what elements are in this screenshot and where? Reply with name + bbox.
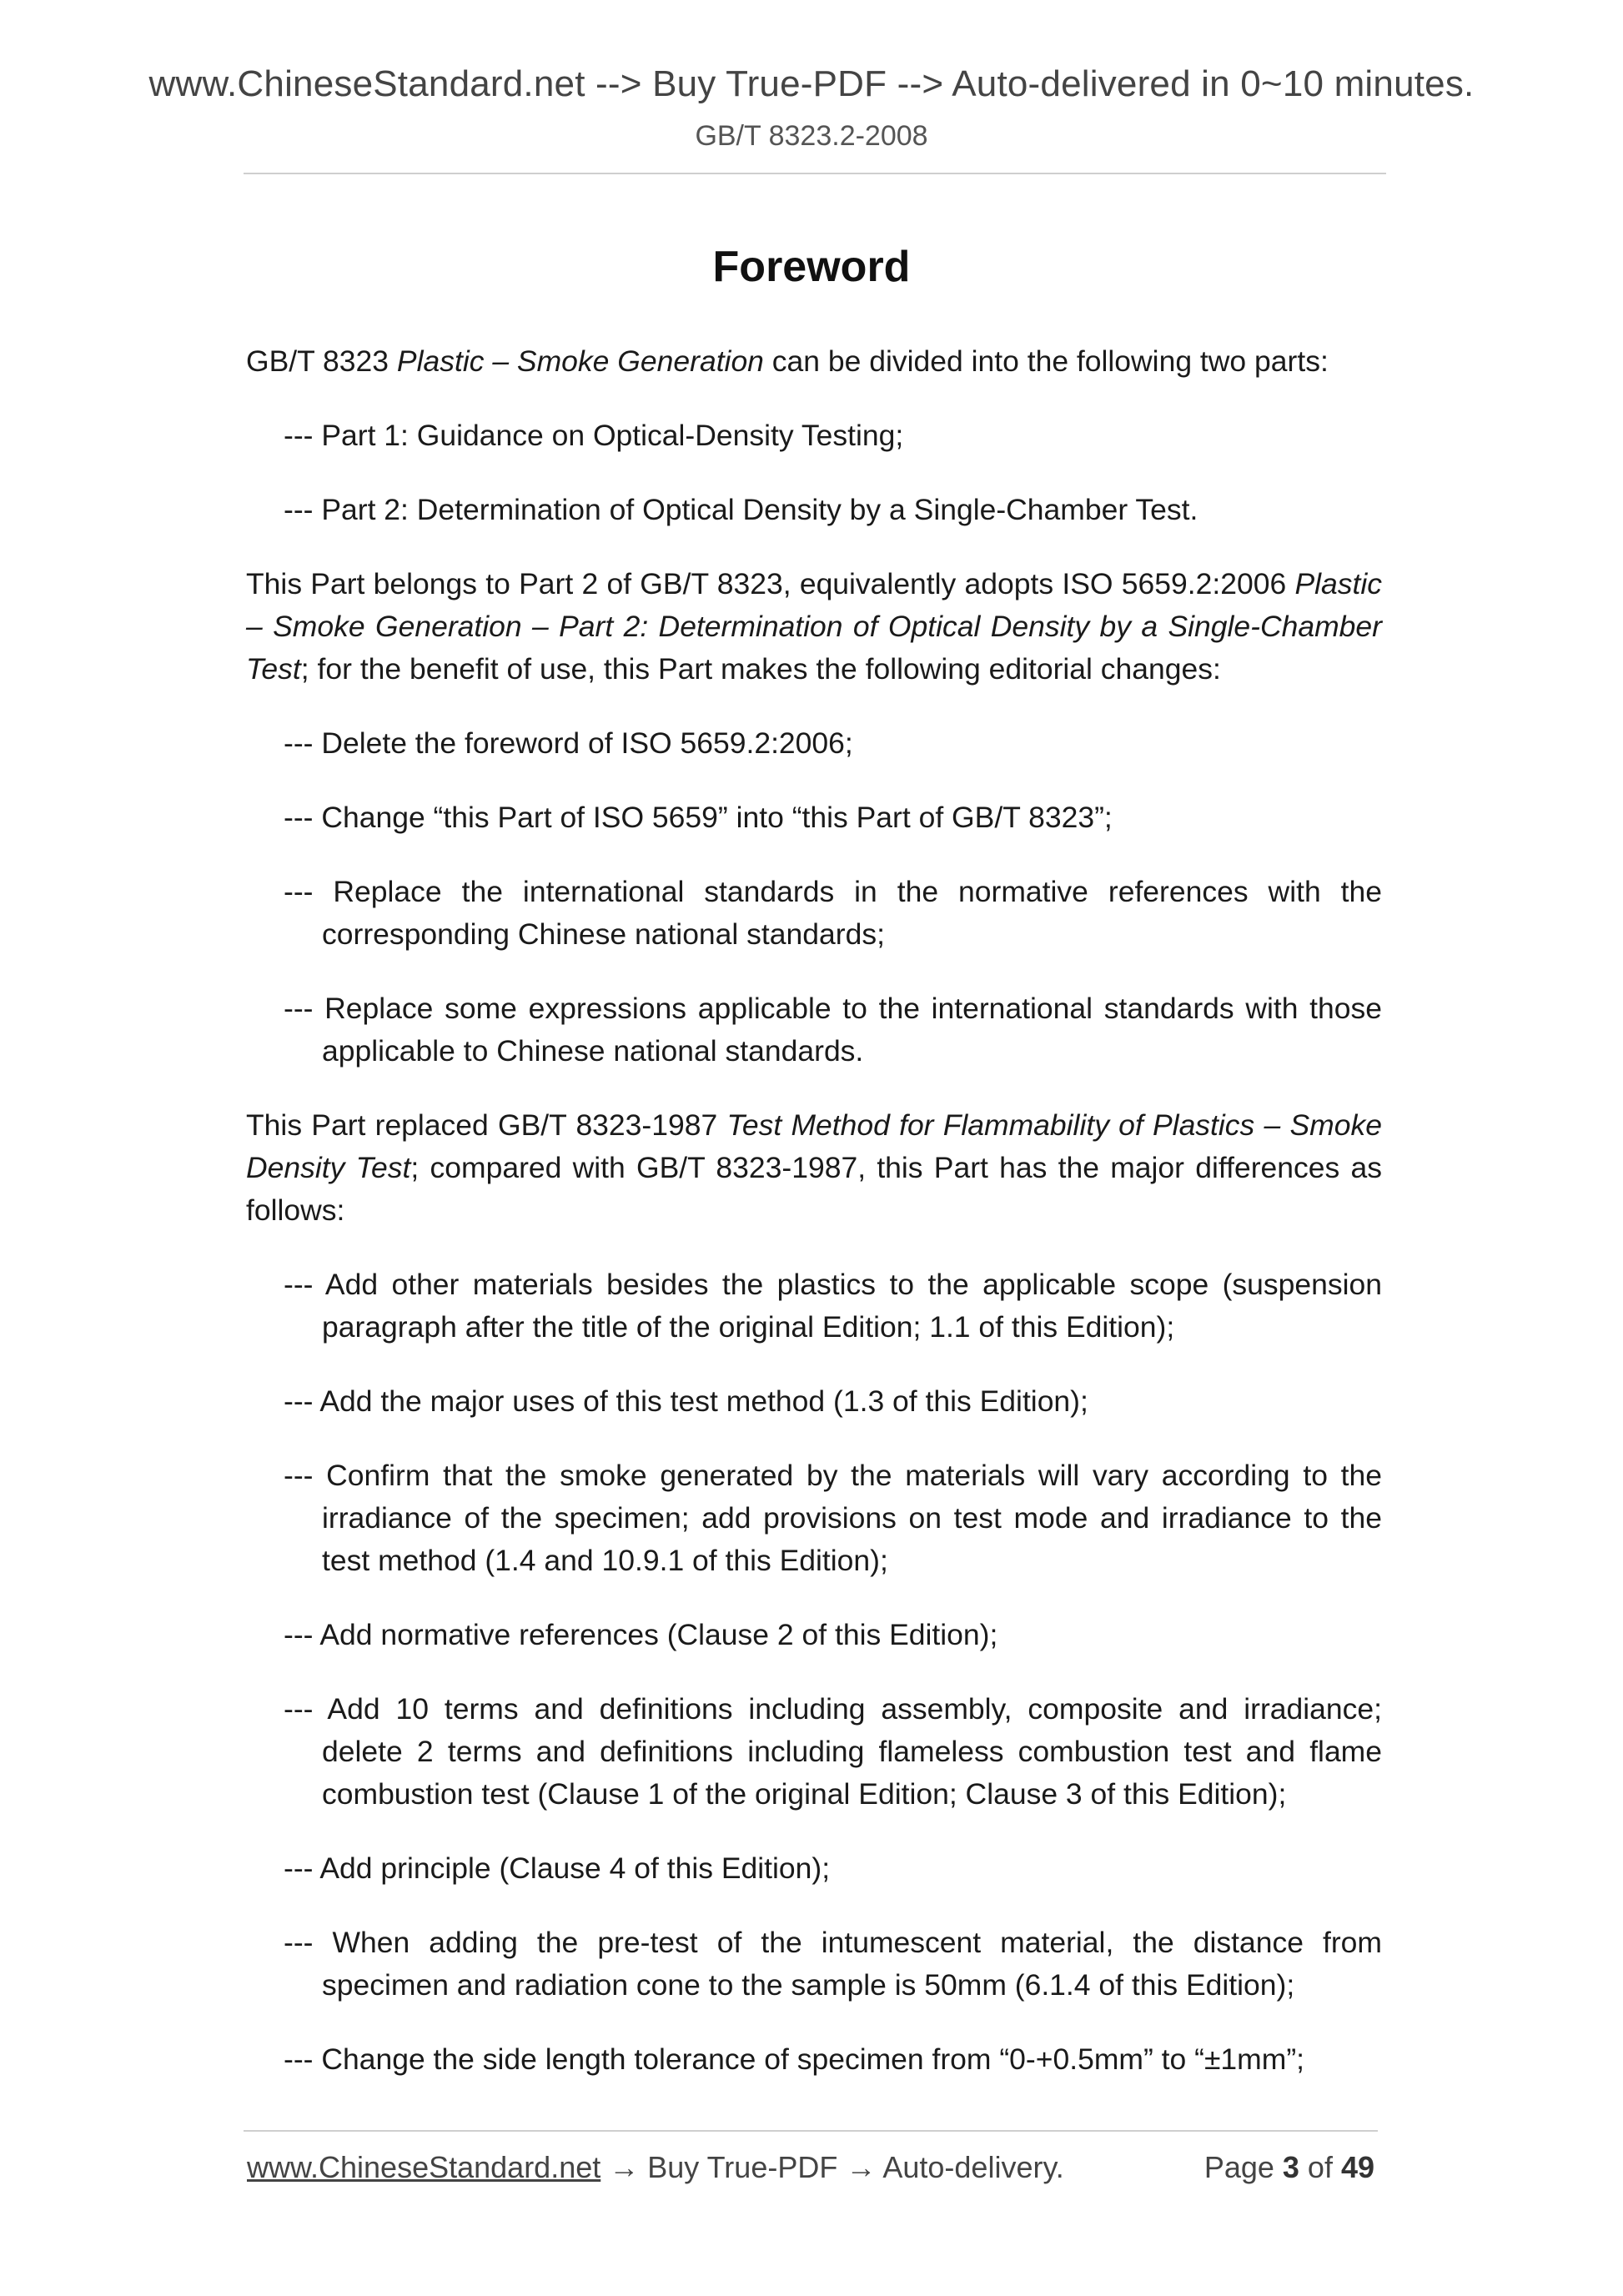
text-span: ; compared with GB/T 8323-1987, this Part has the major differences as follows: [246,1151,1382,1227]
footer-divider [244,2130,1378,2132]
replacement-paragraph [246,1104,1382,1232]
list-item: --- Add normative references (Clause 2 of this Edition); [284,1618,998,1651]
list-item: --- Add other materials besides the plastics to the applicable scope (suspension paragraph after the title of the original Edition; 1.1 of this Edition); [284,1268,1382,1344]
italic-title: Test Method for Flammability of Plastics – Smoke Density Test [246,1108,1382,1184]
list-item: --- Add the major uses of this test method (1.3 of this Edition); [284,1384,1088,1418]
italic-title: Plastic – Smoke Generation – Part 2: Determination of Optical Density by a Single-Chamber Test [246,567,1382,686]
list-item: --- Add principle (Clause 4 of this Edition); [284,1851,831,1885]
list-item: --- Replace the international standards in the normative references with the corresponding Chinese national standards; [284,875,1382,951]
document-body [246,340,1382,2113]
list-item: --- Change the side length tolerance of specimen from “0-+0.5mm” to “±1mm”; [284,2042,1305,2076]
text-span: GB/T 8323 [246,344,397,378]
list-item: --- Confirm that the smoke generated by the materials will vary according to the irradiance of the specimen; add provisions on test mode and irradiance to the test method (1.4 and 10.9.1 of this Edition); [284,1459,1382,1577]
list-item: --- Change “this Part of ISO 5659” into “this Part of GB/T 8323”; [284,801,1113,834]
arrow-icon: → [600,2150,648,2184]
list-item: --- Replace some expressions applicable to the international standards with those applicable to Chinese national standards. [284,992,1382,1068]
auto-delivery-text: Auto-delivery. [882,2150,1064,2184]
page-title: Foreword [712,243,911,291]
text-span: can be divided into the following two parts: [763,344,1329,378]
text-span: This Part belongs to Part 2 of GB/T 8323, equivalently adopts ISO 5659.2:2006 [246,567,1295,600]
list-item: --- When adding the pre-test of the intumescent material, the distance from specimen and radiation cone to the sample is 50mm (6.1.4 of this Edition); [284,1926,1382,2002]
current-page: 3 [1282,2150,1299,2184]
adoption-paragraph [246,563,1382,691]
text-span: ; for the benefit of use, this Part makes the following editorial changes: [300,652,1221,686]
total-pages: 49 [1340,2150,1374,2184]
list-item: --- Delete the foreword of ISO 5659.2:2006; [284,726,853,760]
italic-title: Plastic – Smoke Generation [396,344,764,378]
page-number [1204,2150,1374,2185]
of-label: of [1299,2150,1341,2184]
text-span: This Part replaced GB/T 8323-1987 [246,1108,727,1142]
list-item-part1: --- Part 1: Guidance on Optical-Density Testing; [284,419,904,452]
intro-paragraph [246,340,1382,383]
standard-number: GB/T 8323.2-2008 [695,120,928,152]
list-item: --- Add 10 terms and definitions including assembly, composite and irradiance; delete 2 terms and definitions including flameless combustion test and flame combustion test (Clause 1 of the original Edition; Clause 3 of this Edition); [284,1692,1382,1811]
site-link[interactable]: www.ChineseStandard.net [247,2150,601,2184]
list-item-part2: --- Part 2: Determination of Optical Density by a Single-Chamber Test. [284,493,1198,526]
header-divider [244,173,1386,174]
buy-text: Buy True-PDF [647,2150,838,2184]
page-label: Page [1203,2150,1283,2184]
header-banner: www.ChineseStandard.net --> Buy True-PDF --> Auto-delivered in 0~10 minutes. [148,63,1475,104]
footer-promo [247,2150,1064,2185]
arrow-icon: → [837,2150,883,2184]
